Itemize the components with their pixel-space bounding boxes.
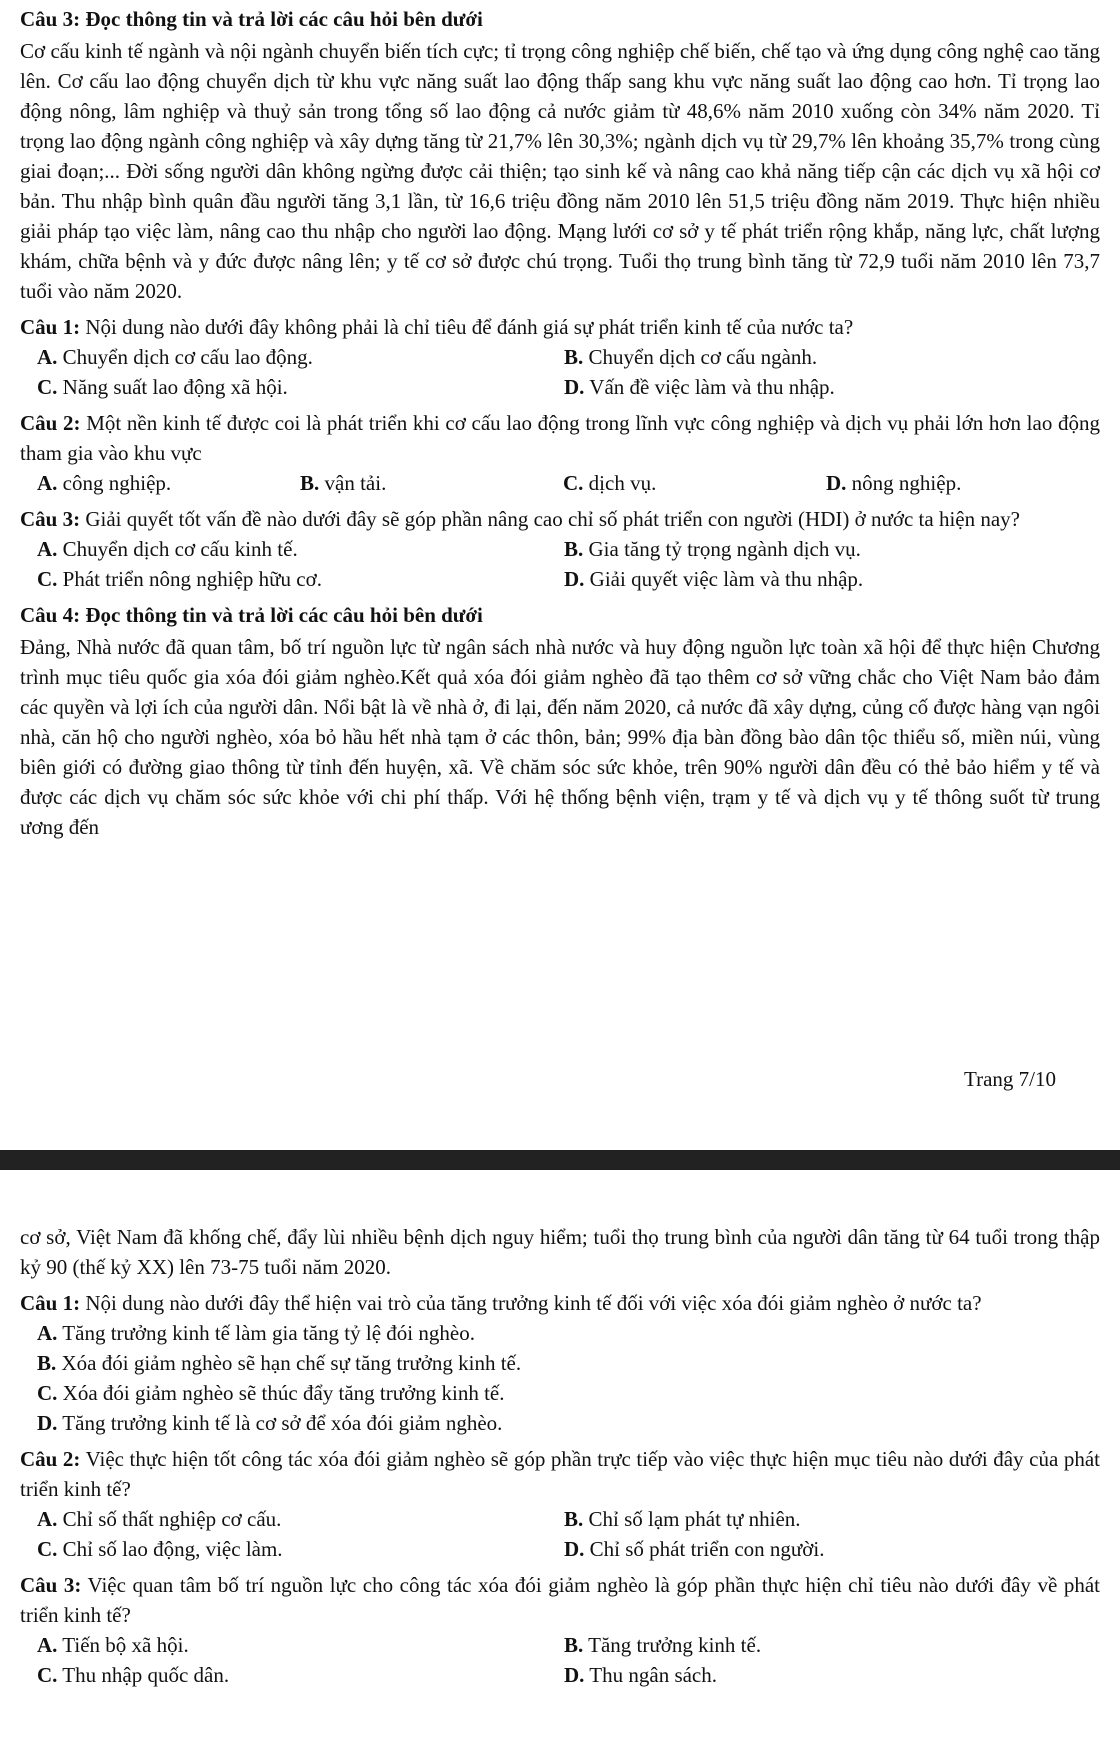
question-text: Một nền kinh tế được coi là phát triển khi cơ cấu lao động trong lĩnh vực công nghiệp và dịch vụ phải lớn hơn lao động tham gia vào khu vực (20, 411, 1101, 465)
reading-passage-2-continued: cơ sở, Việt Nam đã khống chế, đẩy lùi nhiều bệnh dịch nguy hiểm; tuổi thọ trung bình của người dân tăng từ 64 tuổi trong thập kỷ 90 (thế kỷ XX) lên 73-75 tuổi năm 2020. (20, 1225, 1100, 1279)
option-c[interactable]: C. Xóa đói giảm nghèo sẽ thúc đẩy tăng trưởng kinh tế. (37, 1381, 505, 1405)
answer-options (37, 534, 1100, 594)
option-b[interactable]: B. Chuyển dịch cơ cấu ngành. (564, 345, 818, 369)
option-a[interactable]: A. Chỉ số thất nghiệp cơ cấu. (37, 1507, 282, 1531)
question-label: Câu 1: (20, 1291, 81, 1315)
question-text: Nội dung nào dưới đây thể hiện vai trò của tăng trưởng kinh tế đối với việc xóa đói giảm nghèo ở nước ta? (80, 1291, 982, 1315)
option-d[interactable]: D. Giải quyết việc làm và thu nhập. (564, 567, 864, 591)
option-b[interactable]: B. Tăng trưởng kinh tế. (564, 1633, 762, 1657)
option-c[interactable]: C. Năng suất lao động xã hội. (37, 375, 288, 399)
option-b[interactable]: B. vận tải. (300, 471, 387, 495)
answer-options (37, 1504, 1100, 1564)
question-3 (20, 1570, 1100, 1630)
question-1 (20, 1288, 1100, 1318)
option-d[interactable]: D. nông nghiệp. (826, 471, 962, 495)
question-4-heading: Câu 4: Đọc thông tin và trả lời các câu hỏi bên dưới (20, 603, 483, 627)
option-b[interactable]: B. Chỉ số lạm phát tự nhiên. (564, 1507, 801, 1531)
page-8 (0, 1170, 1120, 1742)
reading-passage-1: Cơ cấu kinh tế ngành và nội ngành chuyển biến tích cực; tỉ trọng công nghiệp chế biến, chế tạo và ứng dụng công nghệ cao tăng lên. Cơ cấu lao động chuyển dịch từ khu vực năng suất lao động thấp sang khu vực năng suất lao động cao hơn. Tỉ trọng lao động nông, lâm nghiệp và thuỷ sản trong tổng số lao động cả nước giảm từ 48,6% năm 2010 xuống còn 34% năm 2020. Tỉ trọng lao động ngành công nghiệp và xây dựng tăng từ 21,7% lên 30,3%; ngành dịch vụ từ 29,7% lên khoảng 35,7% trong cùng giai đoạn;... Đời sống người dân không ngừng được cải thiện; tạo sinh kế và nâng cao khả năng tiếp cận các dịch vụ xã hội cơ bản. Thu nhập bình quân đầu người tăng 3,1 lần, từ 16,6 triệu đồng năm 2010 lên 51,5 triệu đồng năm 2019. Thực hiện nhiều giải pháp tạo việc làm, nâng cao thu nhập cho người lao động. Mạng lưới cơ sở y tế phát triển rộng khắp, năng lực, chất lượng khám, chữa bệnh và y đức được nâng lên; y tế cơ sở được chú trọng. Tuổi thọ trung bình tăng từ 72,9 tuổi năm 2010 lên 73,7 tuổi vào năm 2020. (20, 39, 1100, 303)
option-b[interactable]: B. Gia tăng tỷ trọng ngành dịch vụ. (564, 537, 861, 561)
option-b[interactable]: B. Xóa đói giảm nghèo sẽ hạn chế sự tăng trưởng kinh tế. (37, 1351, 522, 1375)
reading-passage-2: Đảng, Nhà nước đã quan tâm, bố trí nguồn lực từ ngân sách nhà nước và huy động nguồn lực toàn xã hội để thực hiện Chương trình mục tiêu quốc gia xóa đói giảm nghèo.Kết quả xóa đói giảm nghèo đã tạo thêm cơ sở vững chắc cho Việt Nam bảo đảm các quyền và lợi ích của người dân. Nổi bật là về nhà ở, đi lại, đến năm 2020, cả nước đã xây dựng, củng cố được hàng vạn ngôi nhà, căn hộ cho người nghèo, xóa bỏ hầu hết nhà tạm ở các thôn, bản; 99% địa bàn đồng bào dân tộc thiểu số, miền núi, vùng biên giới có đường giao thông từ tỉnh đến huyện, xã. Về chăm sóc sức khỏe, trên 90% người dân đều có thẻ bảo hiểm y tế và được các dịch vụ chăm sóc sức khỏe với chi phí thấp. Với hệ thống bệnh viện, trạm y tế và dịch vụ y tế thông suốt từ trung ương đến (20, 635, 1100, 839)
page-number: Trang 7/10 (964, 1067, 1056, 1091)
question-3-heading: Câu 3: Đọc thông tin và trả lời các câu hỏi bên dưới (20, 7, 483, 31)
page-8-content (20, 1222, 1100, 1690)
question-2 (20, 408, 1100, 468)
option-d[interactable]: D. Vấn đề việc làm và thu nhập. (564, 375, 835, 399)
option-a[interactable]: A. Chuyển dịch cơ cấu kinh tế. (37, 537, 298, 561)
question-text: Việc thực hiện tốt công tác xóa đói giảm nghèo sẽ góp phần trực tiếp vào việc thực hiện mục tiêu nào dưới đây của phát triển kinh tế? (20, 1447, 1100, 1501)
option-d[interactable]: D. Tăng trưởng kinh tế là cơ sở để xóa đói giảm nghèo. (37, 1411, 503, 1435)
question-label: Câu 2: (20, 411, 81, 435)
option-c[interactable]: C. dịch vụ. (563, 471, 657, 495)
question-text: Việc quan tâm bố trí nguồn lực cho công tác xóa đói giảm nghèo là góp phần thực hiện chỉ tiêu nào dưới đây về phát triển kinh tế? (20, 1573, 1100, 1627)
answer-options (37, 468, 1100, 498)
option-a[interactable]: A. Tiến bộ xã hội. (37, 1633, 189, 1657)
option-a[interactable]: A. công nghiệp. (37, 471, 172, 495)
option-c[interactable]: C. Thu nhập quốc dân. (37, 1663, 230, 1687)
question-3 (20, 504, 1100, 534)
question-2 (20, 1444, 1100, 1504)
option-c[interactable]: C. Chỉ số lao động, việc làm. (37, 1537, 283, 1561)
question-label: Câu 3: (20, 507, 81, 531)
question-1 (20, 312, 1100, 342)
option-a[interactable]: A. Tăng trưởng kinh tế làm gia tăng tỷ lệ đói nghèo. (37, 1321, 475, 1345)
option-d[interactable]: D. Chỉ số phát triển con người. (564, 1537, 825, 1561)
question-text: Nội dung nào dưới đây không phải là chỉ tiêu để đánh giá sự phát triển kinh tế của nước ta? (80, 315, 854, 339)
question-label: Câu 2: (20, 1447, 81, 1471)
question-label: Câu 3: (20, 1573, 82, 1597)
page-7-content (20, 4, 1100, 842)
option-c[interactable]: C. Phát triển nông nghiệp hữu cơ. (37, 567, 322, 591)
question-label: Câu 1: (20, 315, 81, 339)
answer-options (37, 342, 1100, 402)
answer-options (37, 1318, 1100, 1438)
question-text: Giải quyết tốt vấn đề nào dưới đây sẽ góp phần nâng cao chỉ số phát triển con người (HDI) ở nước ta hiện nay? (80, 507, 1020, 531)
page-divider (0, 1150, 1120, 1170)
option-d[interactable]: D. Thu ngân sách. (564, 1663, 718, 1687)
answer-options (37, 1630, 1100, 1690)
option-a[interactable]: A. Chuyển dịch cơ cấu lao động. (37, 345, 313, 369)
